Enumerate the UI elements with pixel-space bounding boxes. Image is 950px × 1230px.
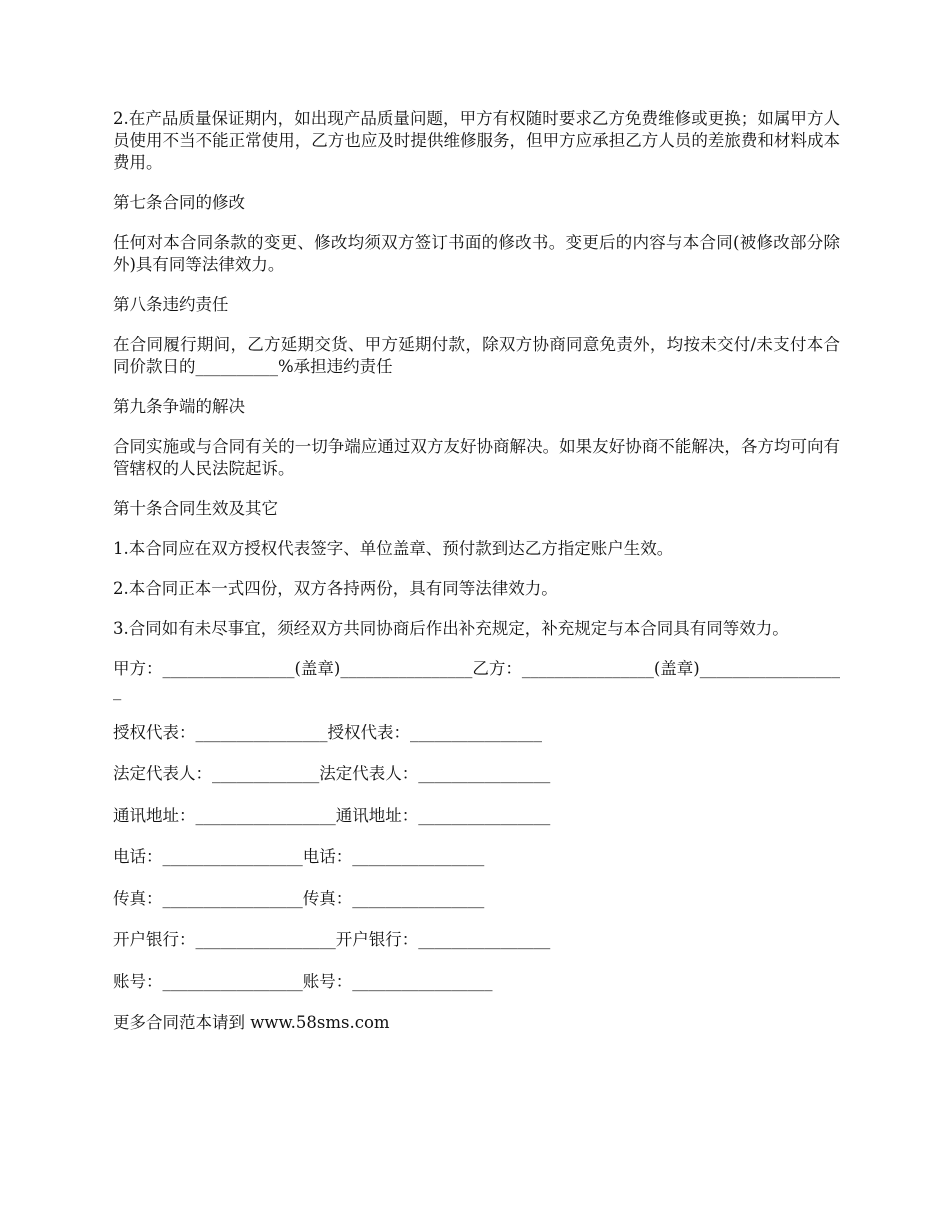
signature-account: 账号：_________________账号：_________________ — [113, 971, 493, 991]
clause-copies: 2.本合同正本一式四份，双方各持两份，具有同等法律效力。 — [113, 579, 558, 598]
heading-article-7: 第七条合同的修改 — [113, 193, 245, 212]
clause-supplement: 3.合同如有未尽事宜，须经双方共同协商后作出补充规定，补充规定与本合同具有同等效力。 — [113, 619, 789, 638]
clause-modification: 任何对本合同条款的变更、修改均须双方签订书面的修改书。变更后的内容与本合同(被修改部分除外)具有同等法律效力。 — [113, 233, 840, 274]
heading-article-9: 第九条争端的解决 — [113, 397, 245, 416]
clause-dispute-resolution: 合同实施或与合同有关的一切争端应通过双方友好协商解决。如果友好协商不能解决，各方均可向有管辖权的人民法院起诉。 — [113, 437, 840, 478]
clause-quality-warranty: 2.在产品质量保证期内，如出现产品质量问题，甲方有权随时要求乙方免费维修或更换；如属甲方人员使用不当不能正常使用，乙方也应及时提供维修服务，但甲方应承担乙方人员的差旅费和材料成本费用。 — [113, 109, 840, 172]
footer-more-templates: 更多合同范本请到 www.58sms.com — [113, 1013, 390, 1032]
signature-fax: 传真：_________________传真：________________ — [113, 888, 485, 908]
heading-article-8: 第八条违约责任 — [113, 295, 229, 314]
signature-phone: 电话：_________________电话：________________ — [113, 847, 485, 866]
heading-article-10: 第十条合同生效及其它 — [113, 499, 278, 518]
signature-legal-rep: 法定代表人：_____________法定代表人：________________ — [113, 764, 551, 783]
clause-effective: 1.本合同应在双方授权代表签字、单位盖章、预付款到达乙方指定账户生效。 — [113, 539, 674, 558]
signature-address: 通讯地址：_________________通讯地址：________________ — [113, 805, 551, 825]
clause-breach-liability: 在合同履行期间，乙方延期交货、甲方延期付款，除双方协商同意免责外，均按未交付/未支付本合同价款日的__________%承担违约责任 — [113, 335, 840, 376]
signature-bank: 开户银行：_________________开户银行：________________ — [113, 930, 551, 949]
signature-parties: 甲方：________________(盖章)________________乙方：________________(盖章)__________________ — [113, 659, 840, 700]
signature-authorized-rep: 授权代表：________________授权代表：________________ — [113, 722, 542, 742]
contract-page — [113, 108, 840, 1052]
